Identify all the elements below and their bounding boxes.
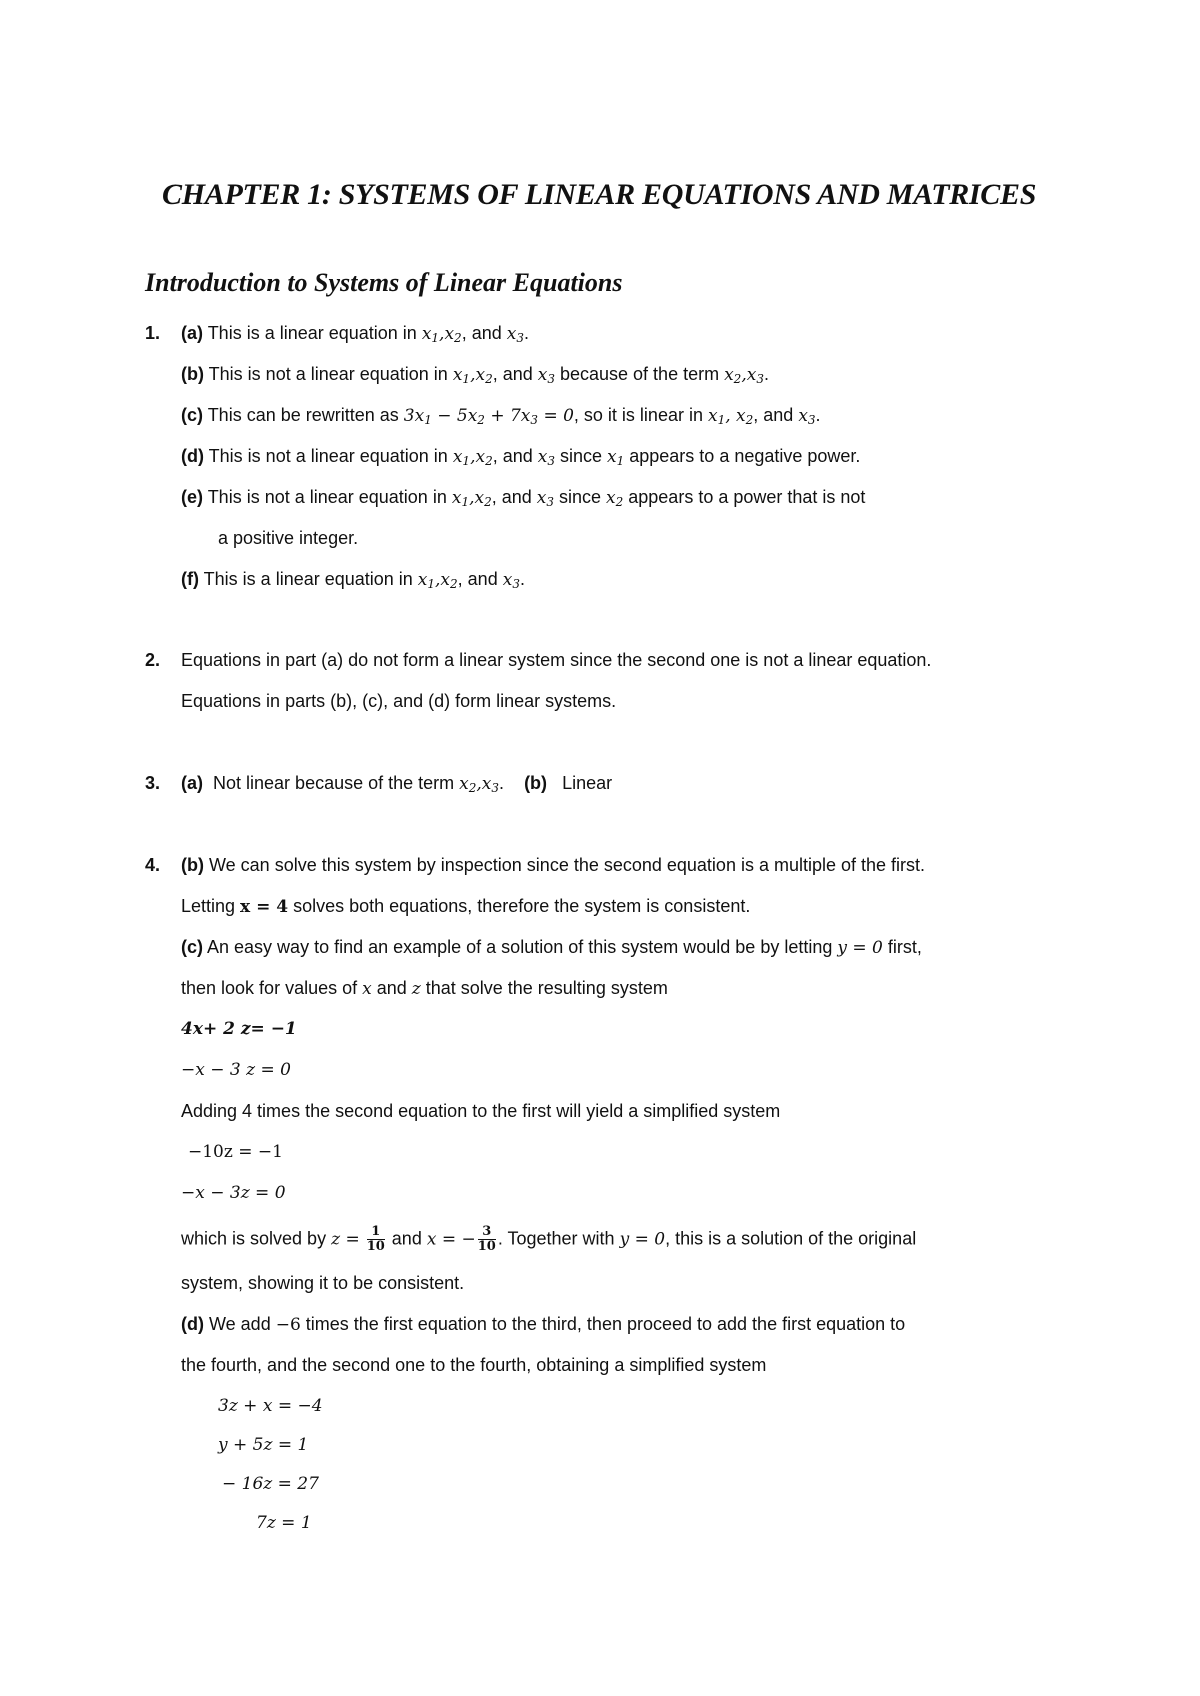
problem-4b-line-2	[181, 894, 750, 919]
math-z: z	[411, 979, 421, 999]
text: This is not a linear equation in	[208, 446, 453, 466]
problem-2-number: 2.	[145, 650, 161, 670]
math-x: x	[362, 979, 372, 999]
problem-4-number: 4.	[145, 855, 161, 875]
problem-1e	[181, 485, 865, 510]
system-3-equation-2: y + 5z = 1	[218, 1435, 309, 1455]
system-1-equation-1: 4x+ 2 z= −1	[181, 1019, 297, 1039]
text: and	[371, 978, 412, 998]
text: , and	[461, 323, 507, 343]
text: since	[554, 446, 608, 466]
text: , and	[491, 487, 537, 507]
problem-4c-line-1	[181, 935, 922, 960]
problem-1c	[181, 403, 821, 428]
text: , and	[492, 364, 538, 384]
problem-4d-line-1	[181, 1312, 905, 1337]
text: An easy way to find an example of a solution of this system would be by letting	[207, 937, 838, 957]
denominator: 10	[366, 1239, 385, 1254]
math-x3: $x_3$	[537, 447, 555, 468]
text: then look for values of	[181, 978, 363, 998]
text: Not linear because of the term	[213, 773, 460, 793]
part-label: (a)	[181, 773, 203, 793]
system-3-equation-1: 3z + x = −4	[218, 1396, 323, 1416]
text: We can solve this system by inspection since the second equation is a multiple of the first.	[209, 855, 926, 875]
math-x2-x3: $x_2,x_3$	[724, 365, 764, 386]
math-x1-x2: $x_1,x_2$	[451, 488, 492, 509]
problem-1-number: 1.	[145, 323, 161, 343]
text: and	[386, 1228, 427, 1249]
section-title: Introduction to Systems of Linear Equations	[145, 268, 623, 297]
text: .	[519, 569, 525, 589]
problem-1b	[181, 362, 769, 387]
problem-1f	[181, 567, 525, 592]
problem-2-line-2: Equations in parts (b), (c), and (d) form linear systems.	[181, 691, 617, 711]
math-x1-x2: $x_1,x_2$	[452, 447, 493, 468]
math-x1: $x_1$	[607, 447, 625, 468]
text: .	[499, 773, 505, 793]
system-2-equation-2: −x − 3z = 0	[181, 1183, 286, 1203]
text: Linear	[562, 773, 613, 793]
numerator: 1	[367, 1225, 385, 1240]
numerator: 3	[478, 1225, 496, 1240]
math-equation: $3x_1 - 5x_2 + 7x_3 = 0$	[403, 406, 574, 427]
math-x2: $x_2$	[606, 488, 624, 509]
math-y-equals-0: y = 0	[837, 938, 883, 958]
problem-4c-line-5: system, showing it to be consistent.	[181, 1273, 465, 1293]
text: appears to a power that is not	[623, 487, 866, 507]
text: This is not a linear equation in	[207, 487, 452, 507]
math-x1-x2: $x_1$, $x_2$	[707, 406, 754, 427]
problem-3-number: 3.	[145, 773, 161, 793]
problem-4d-line-2: the fourth, and the second one to the fourth, obtaining a simplified system	[181, 1355, 767, 1375]
text: because of the term	[554, 364, 725, 384]
problem-4c-line-3: Adding 4 times the second equation to the first will yield a simplified system	[181, 1101, 781, 1121]
math-x1-x2: $x_1,x_2$	[452, 365, 493, 386]
math-x1-x2: $x_1,x_2$	[417, 570, 458, 591]
math-x3: $x_3$	[536, 488, 554, 509]
text: , and	[457, 569, 503, 589]
fraction-three-tenths	[478, 1225, 496, 1254]
part-label: (d)	[181, 446, 204, 466]
part-label: (c)	[181, 405, 203, 425]
text: since	[554, 487, 607, 507]
fraction-one-tenth	[367, 1225, 385, 1254]
math-x1: $x_1,x_2$	[421, 324, 462, 345]
math-z-equals: z =	[331, 1229, 360, 1250]
denominator: 10	[477, 1239, 496, 1254]
text: appears to a negative power.	[624, 446, 861, 466]
text: .	[523, 323, 529, 343]
math-y-equals-0: y = 0	[619, 1229, 666, 1250]
problem-2-line-1: Equations in part (a) do not form a linear system since the second one is not a linear equation.	[181, 650, 932, 670]
math-x3: $x_3$	[506, 324, 524, 345]
part-label: (b)	[181, 855, 204, 875]
problem-1e-continued: a positive integer.	[218, 528, 359, 548]
problem-4c-line-2	[181, 976, 668, 1001]
math-minus-6: −6	[275, 1315, 301, 1335]
part-label: (b)	[181, 364, 204, 384]
text: This is a linear equation in	[207, 323, 422, 343]
text: . Together with	[497, 1228, 620, 1249]
part-label: (f)	[181, 569, 199, 589]
problem-4b-line-1	[181, 853, 925, 877]
text: .	[763, 364, 769, 384]
text: , and	[492, 446, 538, 466]
problem-1a	[181, 321, 529, 346]
text: This is a linear equation in	[203, 569, 418, 589]
math-x3: $x_3$	[502, 570, 520, 591]
system-3-equation-3: − 16z = 27	[222, 1474, 319, 1494]
part-label: (b)	[524, 773, 548, 793]
text: This is not a linear equation in	[208, 364, 453, 384]
problem-3-line	[181, 771, 612, 796]
text: , so it is linear in	[573, 405, 708, 425]
part-label: (d)	[181, 1314, 204, 1334]
text: solves both equations, therefore the system is consistent.	[288, 896, 751, 916]
text: , and	[753, 405, 799, 425]
math-x-equals-4: x = 4	[240, 897, 289, 917]
part-label: (a)	[181, 323, 203, 343]
chapter-title: CHAPTER 1: SYSTEMS OF LINEAR EQUATIONS AND MATRICES	[162, 178, 1037, 211]
text: , this is a solution of the original	[665, 1228, 917, 1249]
problem-1d	[181, 444, 860, 469]
text: Letting	[181, 896, 241, 916]
math-x-equals: x = −	[426, 1229, 476, 1250]
system-1-equation-2: −x − 3 z = 0	[181, 1060, 291, 1080]
text: times the first equation to the third, then proceed to add the first equation to	[300, 1314, 906, 1334]
text: which is solved by	[181, 1228, 332, 1249]
text: This can be rewritten as	[207, 405, 404, 425]
math-x3: $x_3$	[798, 406, 816, 427]
text: first,	[882, 937, 922, 957]
part-label: (e)	[181, 487, 203, 507]
problem-4c-line-4	[181, 1225, 916, 1254]
math-x3: $x_3$	[537, 365, 555, 386]
system-2-equation-1: −10z = −1	[188, 1142, 283, 1162]
part-label: (c)	[181, 937, 203, 957]
math-x2-x3: $x_2,x_3$	[459, 774, 500, 795]
text: We add	[209, 1314, 276, 1334]
text: that solve the resulting system	[420, 978, 668, 998]
system-3-equation-4: 7z = 1	[256, 1513, 312, 1533]
text: .	[815, 405, 821, 425]
